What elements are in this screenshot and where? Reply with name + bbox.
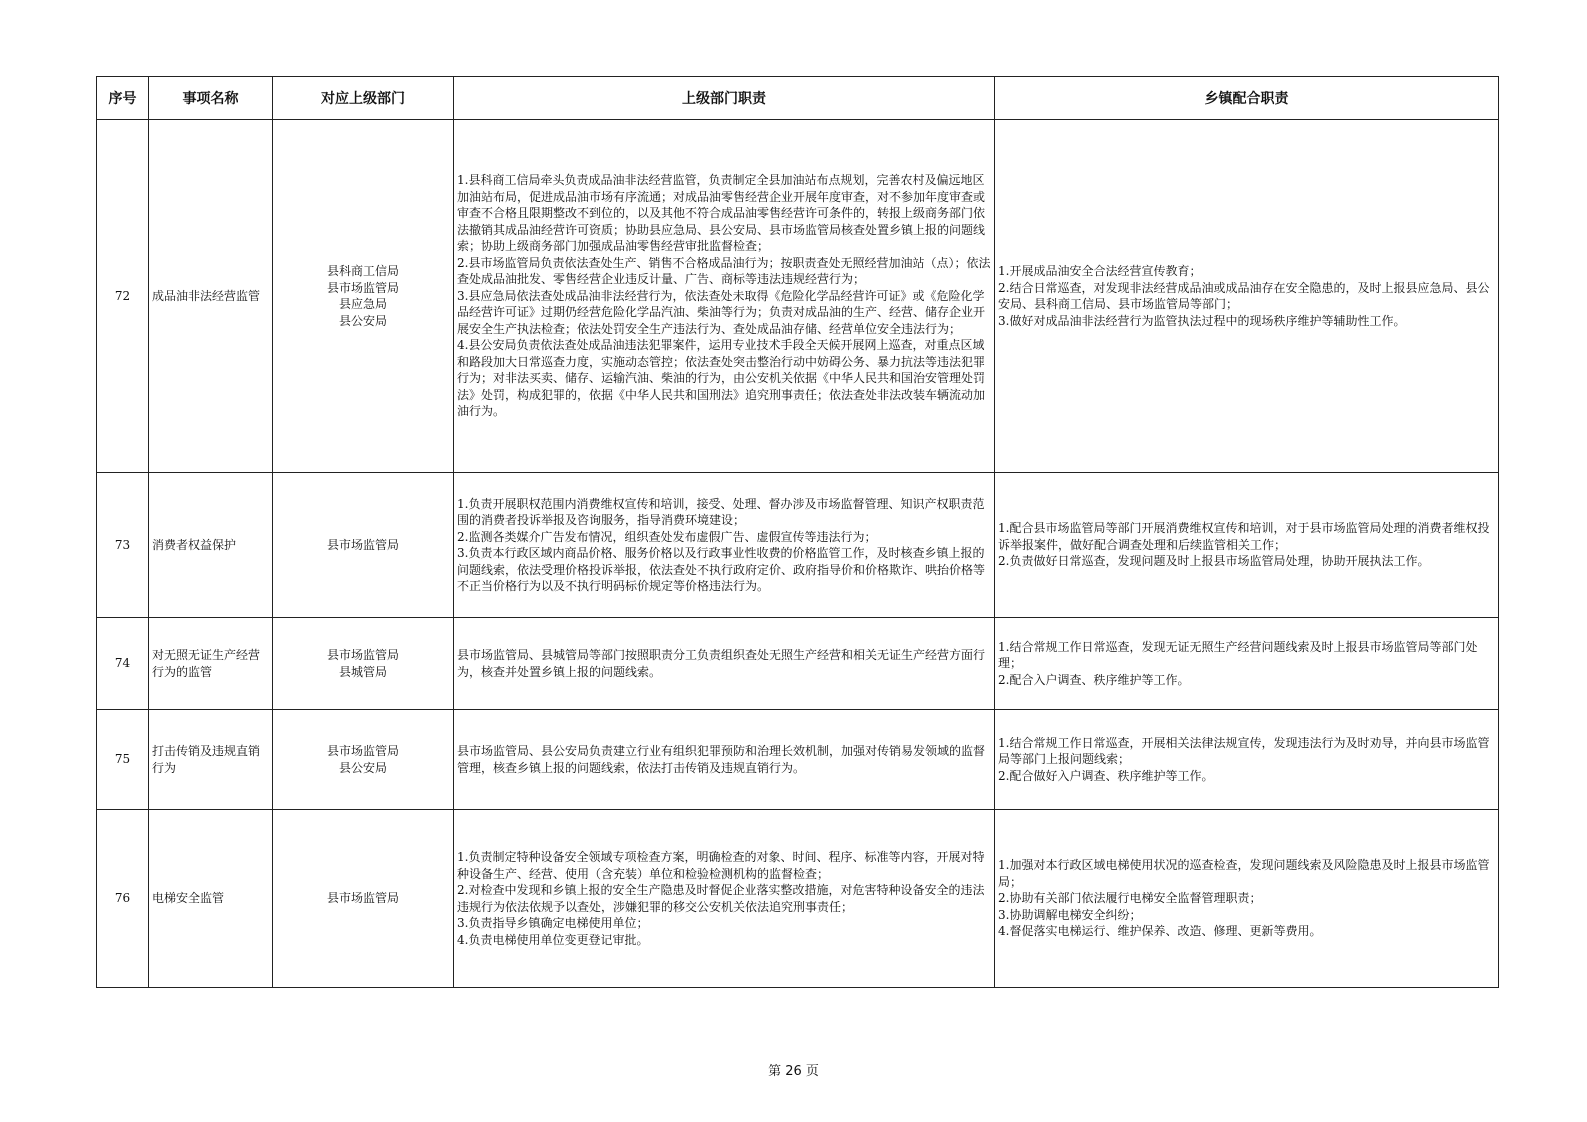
row-depts [273, 810, 454, 988]
row-town-duty: 1.配合县市场监管局等部门开展消费维权宣传和培训，对于县市场监管局处理的消费者维权投诉举报案件，做好配合调查处理和后续监管相关工作； 2.负责做好日常巡查，发现问题及时上报县市场监管局处理，协助开展执法工作。 [995, 473, 1499, 618]
row-item-name: 电梯安全监管 [149, 810, 273, 988]
row-dept-duty: 1.负责制定特种设备安全领域专项检查方案，明确检查的对象、时间、程序、标准等内容，开展对特种设备生产、经营、使用（含充装）单位和检验检测机构的监督检查； 2.对检查中发现和乡镇上报的安全生产隐患及时督促企业落实整改措施，对危害特种设备安全的违法违规行为依法依规予以查处，涉嫌犯罪的移交公安机关依法追究刑事责任； 3.负责指导乡镇确定电梯使用单位； 4.负责电梯使用单位变更登记审批。 [454, 810, 995, 988]
row-item-name: 对无照无证生产经营行为的监管 [149, 618, 273, 710]
dept-name: 县城管局 [338, 664, 387, 679]
header-no: 序号 [97, 77, 149, 120]
row-item-name: 打击传销及违规直销行为 [149, 710, 273, 810]
table-row [97, 120, 1499, 473]
row-no: 72 [97, 120, 149, 473]
row-dept-duty: 县市场监管局、县公安局负责建立行业有组织犯罪预防和治理长效机制，加强对传销易发领域的监督管理，核查乡镇上报的问题线索，依法打击传销及违规直销行为。 [454, 710, 995, 810]
dept-name: 县公安局 [338, 313, 387, 328]
dept-name: 县市场监管局 [326, 891, 399, 906]
table-row [97, 810, 1499, 988]
header-town-duty: 乡镇配合职责 [995, 77, 1499, 120]
row-town-duty: 1.加强对本行政区域电梯使用状况的巡查检查，发现问题线索及风险隐患及时上报县市场监管局； 2.协助有关部门依法履行电梯安全监督管理职责； 3.协助调解电梯安全纠纷； 4.督促落实电梯运行、维护保养、改造、修理、更新等费用。 [995, 810, 1499, 988]
row-no: 74 [97, 618, 149, 710]
header-dept: 对应上级部门 [273, 77, 454, 120]
row-depts [273, 120, 454, 473]
header-item-name: 事项名称 [149, 77, 273, 120]
page-number: 第 26 页 [768, 1064, 819, 1079]
dept-name: 县公安局 [338, 760, 387, 775]
row-no: 73 [97, 473, 149, 618]
row-depts [273, 473, 454, 618]
dept-name: 县市场监管局 [326, 744, 399, 758]
duty-table [96, 76, 1499, 988]
row-item-name: 消费者权益保护 [149, 473, 273, 618]
dept-name: 县市场监管局 [326, 537, 399, 552]
row-dept-duty: 县市场监管局、县城管局等部门按照职责分工负责组织查处无照生产经营和相关无证生产经营方面行为，核查并处置乡镇上报的问题线索。 [454, 618, 995, 710]
dept-name: 县市场监管局 [326, 280, 399, 295]
row-depts [273, 710, 454, 810]
row-dept-duty: 1.县科商工信局牵头负责成品油非法经营监管，负责制定全县加油站布点规划，完善农村及偏远地区加油站布局，促进成品油市场有序流通；对成品油零售经营企业开展年度审查，对不参加年度审查或审查不合格且限期整改不到位的，以及其他不符合成品油零售经营许可条件的，转报上级商务部门依法撤销其成品油经营许可资质；协助县应急局、县公安局、县市场监管局核查处置乡镇上报的问题线索；协助上级商务部门加强成品油零售经营审批监督检查； 2.县市场监管局负责依法查处生产、销售不合格成品油行为；按职责查处无照经营加油站（点）；依法查处成品油批发、零售经营企业违反计量、广告、商标等违法违规经营行为； 3.县应急局依法查处成品油非法经营行为，依法查处未取得《危险化学品经营许可证》或《危险化学品经营许可证》过期仍经营危险化学品汽油、柴油等行为；负责对成品油的生产、经营、储存企业开展安全生产执法检查；依法处罚安全生产违法行为、查处成品油存储、经营单位安全违法行为； 4.县公安局负责依法查处成品油违法犯罪案件，运用专业技术手段全天候开展网上巡查，对重点区域和路段加大日常巡查力度，实施动态管控；依法查处突击整治行动中妨碍公务、暴力抗法等违法犯罪行为；对非法买卖、储存、运输汽油、柴油的行为，由公安机关依据《中华人民共和国治安管理处罚法》处罚，构成犯罪的，依据《中华人民共和国刑法》追究刑事责任；依法查处非法改装车辆流动加油行为。 [454, 120, 995, 473]
dept-name: 县科商工信局 [326, 264, 399, 278]
row-town-duty: 1.开展成品油安全合法经营宣传教育； 2.结合日常巡查，对发现非法经营成品油或成品油存在安全隐患的，及时上报县应急局、县公安局、县科商工信局、县市场监管局等部门； 3.做好对成品油非法经营行为监管执法过程中的现场秩序维护等辅助性工作。 [995, 120, 1499, 473]
header-row [97, 77, 1499, 120]
row-item-name: 成品油非法经营监管 [149, 120, 273, 473]
dept-name: 县市场监管局 [326, 648, 399, 662]
row-depts [273, 618, 454, 710]
header-dept-duty: 上级部门职责 [454, 77, 995, 120]
row-town-duty: 1.结合常规工作日常巡查，开展相关法律法规宣传，发现违法行为及时劝导，并向县市场监管局等部门上报问题线索； 2.配合做好入户调查、秩序维护等工作。 [995, 710, 1499, 810]
row-no: 75 [97, 710, 149, 810]
table-row [97, 618, 1499, 710]
row-town-duty: 1.结合常规工作日常巡查，发现无证无照生产经营问题线索及时上报县市场监管局等部门处理； 2.配合入户调查、秩序维护等工作。 [995, 618, 1499, 710]
table-row [97, 710, 1499, 810]
table-row [97, 473, 1499, 618]
dept-name: 县应急局 [338, 297, 387, 311]
row-dept-duty: 1.负责开展职权范围内消费维权宣传和培训，接受、处理、督办涉及市场监督管理、知识产权职责范围的消费者投诉举报及咨询服务，指导消费环境建设； 2.监测各类媒介广告发布情况，组织查处发布虚假广告、虚假宣传等违法行为； 3.负责本行政区域内商品价格、服务价格以及行政事业性收费的价格监管工作，及时核查乡镇上报的问题线索，依法受理价格投诉举报，依法查处不执行政府定价、政府指导价和价格欺诈、哄抬价格等不正当价格行为以及不执行明码标价规定等价格违法行为。 [454, 473, 995, 618]
row-no: 76 [97, 810, 149, 988]
